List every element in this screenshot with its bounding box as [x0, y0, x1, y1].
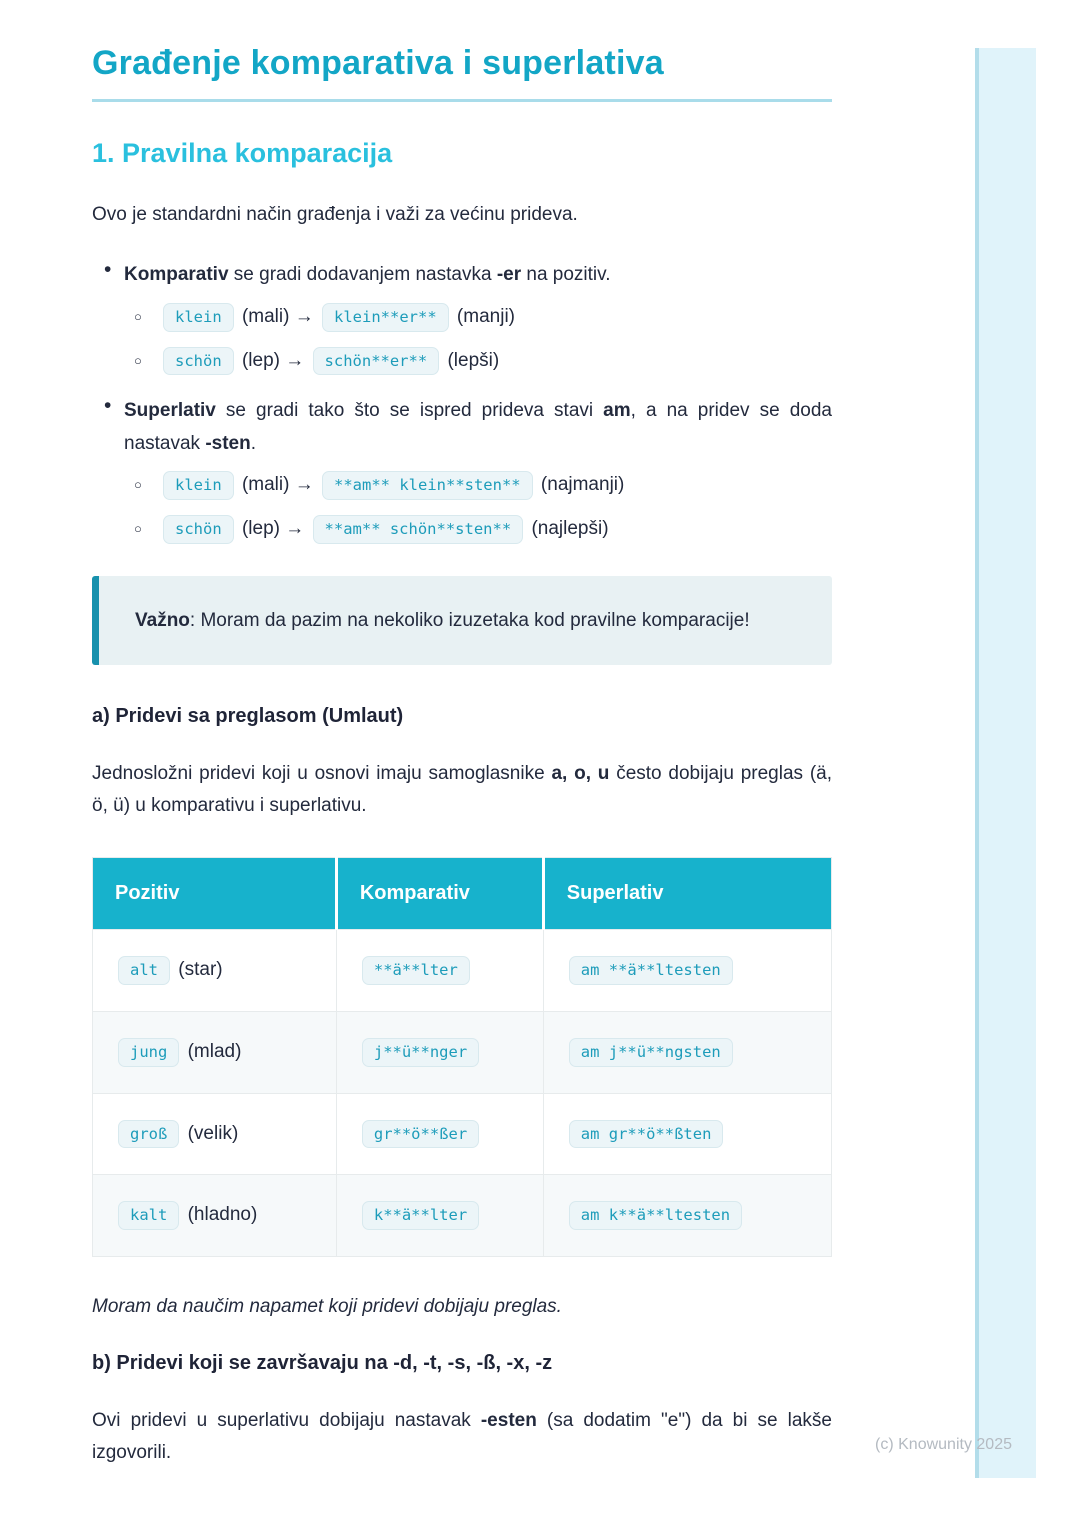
code-chip: klein — [163, 303, 234, 332]
table-cell-komparativ — [336, 929, 543, 1011]
code-chip: klein — [163, 471, 234, 500]
page-content — [92, 44, 832, 1497]
table-cell-superlativ — [543, 1011, 831, 1093]
memorize-note: Moram da naučim napamet koji pridevi dobijaju preglas. — [92, 1296, 562, 1318]
text-segment: se gradi tako što se ispred prideva stavi — [215, 400, 604, 422]
code-chip: **ä**lter — [362, 956, 470, 985]
bold-text: am — [603, 400, 631, 422]
code-chip: **am** schön**sten** — [313, 515, 524, 544]
bold-text: -sten — [205, 432, 251, 454]
rule-example — [160, 346, 832, 376]
text-segment: : Moram da pazim na nekoliko izuzetaka kod pravilne komparacije! — [189, 609, 750, 631]
text-segment: na pozitiv. — [521, 264, 611, 286]
table-row — [93, 1175, 832, 1257]
text-segment: . — [250, 432, 257, 454]
table-cell-superlativ — [543, 1093, 831, 1175]
text-segment: (manji) — [451, 305, 515, 327]
bold-text: -er — [496, 264, 522, 286]
table-header-cell: Superlativ — [543, 857, 831, 929]
important-callout — [92, 576, 832, 665]
subsection-a-heading: a) Pridevi sa preglasom (Umlaut) — [92, 705, 404, 728]
code-chip: am **ä**ltesten — [569, 956, 733, 985]
comparison-table-head — [93, 857, 832, 929]
rule-lead — [124, 395, 832, 460]
table-row — [93, 1011, 832, 1093]
table-cell-pozitiv — [93, 1093, 337, 1175]
text-segment: (star) — [173, 958, 223, 980]
bold-text: Komparativ — [124, 264, 229, 286]
text-segment: (velik) — [182, 1122, 239, 1144]
table-cell-pozitiv — [93, 929, 337, 1011]
text-segment: Ovi pridevi u superlativu dobijaju nastavak — [92, 1409, 481, 1431]
code-chip: am gr**ö**ßten — [569, 1120, 724, 1149]
text-segment: (mali) → — [236, 305, 319, 327]
table-row — [93, 1093, 832, 1175]
bold-text: Važno — [135, 609, 190, 631]
code-chip: k**ä**lter — [362, 1201, 479, 1230]
section-heading: 1. Pravilna komparacija — [92, 138, 393, 168]
text-segment: se gradi dodavanjem nastavka — [228, 264, 497, 286]
text-segment: (lep) → — [236, 517, 310, 539]
rule-example — [160, 470, 832, 500]
text-segment: (mlad) — [182, 1040, 242, 1062]
rule-item — [124, 259, 832, 375]
text-segment: (najmanji) — [535, 474, 625, 496]
text-segment: (mali) → — [236, 474, 319, 496]
table-cell-komparativ — [336, 1093, 543, 1175]
rule-example — [160, 302, 832, 332]
subsection-b-heading: b) Pridevi koji se završavaju na -d, -t, -s, -ß, -x, -z — [92, 1351, 553, 1374]
bold-text: -esten — [480, 1409, 537, 1431]
code-chip: am k**ä**ltesten — [569, 1201, 742, 1230]
side-accent-bar — [975, 48, 1036, 1478]
text-segment: (lepši) — [442, 349, 500, 371]
code-chip: alt — [118, 956, 170, 985]
text-segment: (najlepši) — [526, 517, 609, 539]
umlaut-paragraph — [92, 758, 832, 823]
table-cell-pozitiv — [93, 1011, 337, 1093]
code-chip: jung — [118, 1038, 179, 1067]
bold-text: a, o, u — [551, 763, 610, 785]
code-chip: schön — [163, 347, 234, 376]
rules-list — [92, 259, 832, 544]
code-chip: groß — [118, 1120, 179, 1149]
comparison-table-body — [93, 929, 832, 1257]
text-segment: (lep) → — [236, 349, 310, 371]
bold-text: Superlativ — [124, 400, 216, 422]
code-chip: am j**ü**ngsten — [569, 1038, 733, 1067]
text-segment: , a na pridev se doda nastavak — [124, 400, 832, 454]
text-segment: (hladno) — [182, 1204, 258, 1226]
text-segment: (sa dodatim "e") da bi se lakše izgovorili. — [92, 1409, 832, 1463]
table-row — [93, 929, 832, 1011]
code-chip: schön — [163, 515, 234, 544]
rule-item — [124, 395, 832, 543]
rule-lead — [124, 259, 832, 291]
title-divider — [92, 99, 832, 102]
code-chip: **am** klein**sten** — [322, 471, 533, 500]
intro-paragraph: Ovo je standardni način građenja i važi za većinu prideva. — [92, 204, 578, 225]
code-chip: j**ü**nger — [362, 1038, 479, 1067]
code-chip: klein**er** — [322, 303, 449, 332]
page-title: Građenje komparativa i superlativa — [92, 44, 664, 82]
comparison-table — [92, 857, 832, 1258]
table-header-cell: Pozitiv — [93, 857, 337, 929]
footer-copyright: (c) Knowunity 2025 — [875, 1436, 1012, 1453]
table-header-cell: Komparativ — [336, 857, 543, 929]
table-cell-pozitiv — [93, 1175, 337, 1257]
code-chip: kalt — [118, 1201, 179, 1230]
rule-examples — [124, 470, 832, 544]
code-chip: schön**er** — [313, 347, 440, 376]
table-cell-superlativ — [543, 1175, 831, 1257]
table-cell-komparativ — [336, 1011, 543, 1093]
table-cell-superlativ — [543, 929, 831, 1011]
text-segment: Jednosložni pridevi koji u osnovi imaju samoglasnike — [92, 763, 552, 785]
text-segment: često dobijaju preglas (ä, ö, ü) u komparativu i superlativu. — [92, 763, 832, 817]
rule-example — [160, 514, 832, 544]
table-cell-komparativ — [336, 1175, 543, 1257]
code-chip: gr**ö**ßer — [362, 1120, 479, 1149]
rule-examples — [124, 302, 832, 376]
